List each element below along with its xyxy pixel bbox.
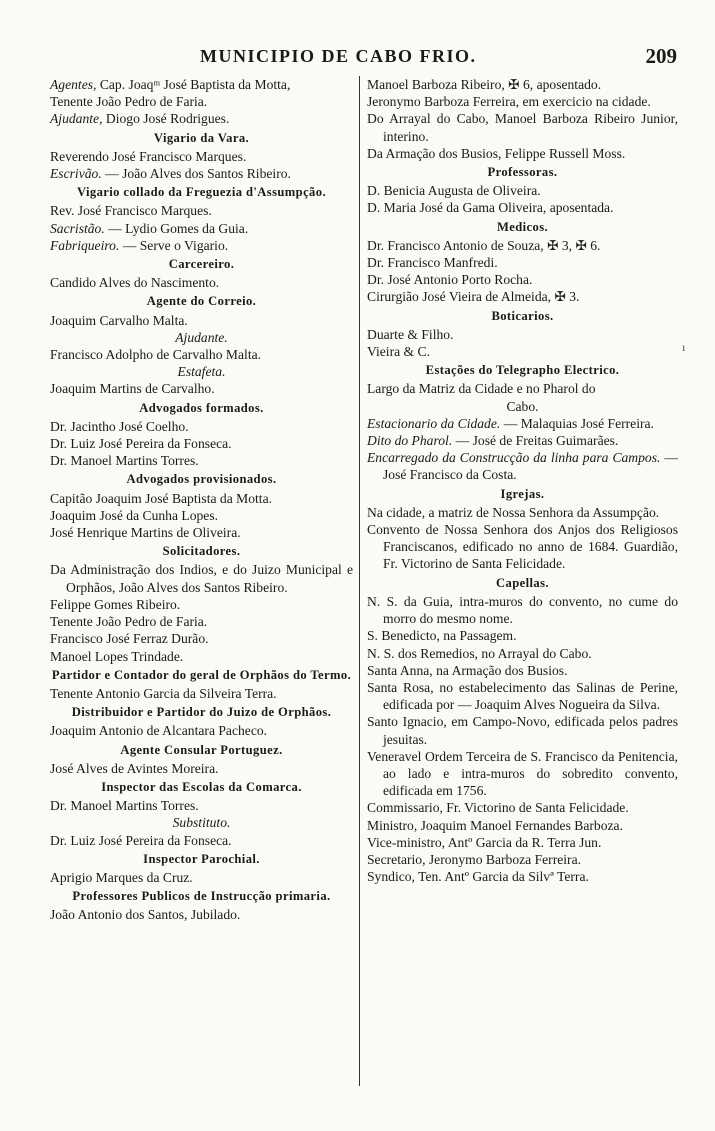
entry-text: Capitão Joaquim José Baptista da Motta. — [50, 490, 273, 506]
entry-text: Santa Rosa, no estabelecimento das Salinas de Perine, edificada por — Joaquim Alves Nogueira da Silva. — [367, 679, 678, 713]
entry-text: Dr. José Antonio Porto Rocha. — [367, 272, 533, 288]
section-heading: Estações do Telegrapho Electrico. — [425, 363, 620, 378]
section-heading: Capellas. — [496, 575, 549, 590]
entry-role-label: Estacionario da Cidade. — [367, 415, 501, 431]
entry-text: Jeronymo Barboza Ferreira, em exercicio na cidade. — [367, 94, 651, 110]
section-heading: Carcereiro. — [168, 257, 235, 272]
entry-text: Francisco José Ferraz Durão. — [50, 631, 209, 647]
entry-text: José Alves de Avintes Moreira. — [50, 760, 219, 776]
directory-entry — [367, 679, 678, 713]
directory-entry — [50, 490, 353, 507]
directory-entry — [50, 760, 353, 777]
entry-role-label: Encarregado da Construcção da linha para Campos. — [367, 450, 661, 466]
entry-text: Cap. Joaqᵐ José Baptista da Motta, — [96, 77, 291, 92]
entry-text: Tenente João Pedro de Faria. — [50, 614, 208, 630]
entry-text: Syndico, Ten. Antº Garcia da Silvª Terra. — [367, 869, 589, 885]
directory-entry — [50, 380, 353, 397]
directory-entry — [367, 182, 678, 199]
entry-text: Largo da Matriz da Cidade e no Pharol do — [367, 381, 596, 397]
directory-entry — [367, 326, 678, 343]
directory-entry — [367, 449, 678, 483]
directory-entry — [50, 906, 353, 923]
entry-text: Rev. José Francisco Marques. — [50, 203, 212, 219]
section-heading: Partidor e Contador do geral de Orphãos do Termo. — [51, 667, 352, 682]
entry-text: Dr. Luiz José Pereira da Fonseca. — [50, 832, 232, 848]
directory-entry — [367, 432, 678, 449]
role-subheading: Ajudante. — [175, 329, 228, 345]
entry-role-label: Agentes, — [50, 77, 97, 92]
directory-entry — [367, 593, 678, 627]
entry-text: Duarte & Filho. — [367, 326, 454, 342]
entry-text: — Malaquias José Ferreira. — [500, 415, 654, 431]
directory-entry — [50, 648, 353, 665]
entry-text: Dr. Jacintho José Coelho. — [50, 418, 189, 434]
directory-entry — [50, 561, 353, 595]
section-heading: Distribuidor e Partidor do Juizo de Orphãos. — [71, 705, 332, 720]
directory-entry — [50, 220, 353, 237]
entry-text: Ministro, Joaquim Manoel Fernandes Barboza. — [367, 817, 623, 833]
entry-text: João Antonio dos Santos, Jubilado. — [50, 907, 241, 923]
entry-text: Manoel Barboza Ribeiro, ✠ 6, aposentado. — [367, 77, 602, 92]
role-subheading: Substituto. — [172, 815, 231, 831]
section-heading: Vigario da Vara. — [153, 130, 250, 145]
directory-entry — [50, 596, 353, 613]
entry-text: Francisco Adolpho de Carvalho Malta. — [50, 347, 262, 363]
directory-entry — [50, 452, 353, 469]
directory-entry — [50, 797, 353, 814]
directory-entry — [367, 199, 678, 216]
directory-entry — [50, 418, 353, 435]
entry-role-label: Ajudante, — [50, 111, 103, 127]
section-heading: Vigario collado da Freguezia d'Assumpção. — [76, 185, 327, 200]
directory-entry — [367, 504, 678, 521]
entry-role-label: Fabriqueiro. — [50, 237, 120, 253]
directory-entry — [367, 748, 678, 800]
entry-text: Felippe Gomes Ribeiro. — [50, 596, 181, 612]
entry-text: N. S. dos Remedios, no Arrayal do Cabo. — [367, 645, 592, 661]
entry-text: N. S. da Guia, intra-muros do convento, no cume do morro do mesmo nome. — [367, 593, 678, 627]
directory-entry — [367, 645, 678, 662]
entry-text: Dr. Manoel Martins Torres. — [50, 453, 199, 469]
entry-text: Joaquim José da Cunha Lopes. — [50, 507, 219, 523]
entry-text: Santa Anna, na Armação dos Busios. — [367, 662, 568, 678]
column-divider — [359, 76, 360, 1086]
entry-text: S. Benedicto, na Passagem. — [367, 628, 517, 644]
entry-text: Da Armação dos Busios, Felippe Russell Moss. — [367, 145, 626, 161]
entry-text: Cirurgião José Vieira de Almeida, ✠ 3. — [367, 289, 580, 305]
directory-entry — [50, 613, 353, 630]
entry-text: Tenente João Pedro de Faria. — [50, 94, 208, 110]
entry-text: José Henrique Martins de Oliveira. — [50, 525, 241, 541]
directory-entry — [367, 662, 678, 679]
directory-entry — [50, 110, 353, 127]
directory-entry — [50, 274, 353, 291]
directory-entry — [50, 869, 353, 886]
section-heading: Igrejas. — [500, 486, 545, 501]
directory-entry — [50, 507, 353, 524]
page-header — [0, 46, 715, 72]
directory-entry — [50, 237, 353, 254]
entry-text: Diogo José Rodrigues. — [102, 111, 230, 127]
directory-entry — [367, 237, 678, 254]
page-title: MUNICIPIO DE CABO FRIO. — [200, 46, 477, 66]
directory-entry — [50, 346, 353, 363]
directory-entry — [367, 817, 678, 834]
entry-text: — Lydio Gomes da Guia. — [104, 220, 249, 236]
entry-role-label: Dito do Pharol. — [367, 433, 453, 449]
directory-entry — [367, 380, 678, 397]
entry-text: Dr. Francisco Antonio de Souza, ✠ 3, ✠ 6. — [367, 237, 601, 253]
directory-entry — [367, 343, 678, 360]
entry-text: — João Alves dos Santos Ribeiro. — [101, 166, 291, 182]
directory-entry — [367, 271, 678, 288]
section-heading: Agente Consular Portuguez. — [120, 742, 283, 757]
page-number: 209 — [645, 44, 677, 68]
entry-text: Do Arrayal do Cabo, Manoel Barboza Ribeiro Junior, interino. — [367, 111, 678, 144]
entry-text: — José Francisco da Costa. — [383, 450, 678, 483]
entry-text: — José de Freitas Guimarães. — [452, 433, 619, 449]
section-heading: Boticarios. — [491, 308, 554, 323]
directory-entry — [50, 148, 353, 165]
entry-text: Convento de Nossa Senhora dos Anjos dos Religiosos Franciscanos, edificado no anno de 1684. Guardião, Fr. Victorino de Santa Felicidade. — [367, 522, 678, 572]
section-heading: Professores Publicos de Instrucção primaria. — [72, 889, 331, 904]
entry-text: Reverendo José Francisco Marques. — [50, 148, 247, 164]
directory-entry — [50, 722, 353, 739]
entry-text: Candido Alves do Nascimento. — [50, 275, 220, 291]
entry-role-label: Sacristão. — [50, 220, 105, 236]
entry-text: Santo Ignacio, em Campo-Novo, edificada pelos padres jesuitas. — [367, 714, 678, 747]
entry-text: Joaquim Martins de Carvalho. — [50, 381, 215, 397]
entry-text: Da Administração dos Indios, e do Juizo Municipal e Orphãos, João Alves dos Santos Ribeiro. — [50, 562, 353, 595]
directory-entry — [50, 832, 353, 849]
entry-text: D. Maria José da Gama Oliveira, aposentada. — [367, 200, 614, 216]
directory-entry — [367, 93, 678, 110]
section-heading: Agente do Correio. — [146, 294, 257, 309]
entry-text: Secretario, Jeronymo Barboza Ferreira. — [367, 851, 582, 867]
directory-entry — [367, 110, 678, 144]
entry-text: Joaquim Antonio de Alcantara Pacheco. — [50, 723, 268, 739]
directory-entry — [367, 851, 678, 868]
section-heading: Advogados formados. — [139, 400, 264, 415]
section-heading: Advogados provisionados. — [126, 472, 277, 487]
section-heading: Professoras. — [487, 165, 558, 180]
entry-text: — Serve o Vigario. — [119, 237, 229, 253]
right-column — [367, 76, 678, 885]
directory-entry — [367, 868, 678, 885]
directory-entry — [367, 834, 678, 851]
section-heading: Inspector Parochial. — [143, 851, 260, 866]
directory-entry — [367, 713, 678, 747]
directory-entry — [367, 521, 678, 573]
directory-entry — [50, 76, 353, 93]
directory-entry — [367, 145, 678, 162]
entry-continuation: Cabo. — [506, 398, 539, 414]
margin-mark: ı — [682, 340, 686, 354]
entry-text: Na cidade, a matriz de Nossa Senhora da Assumpção. — [367, 504, 660, 520]
entry-text: Joaquim Carvalho Malta. — [50, 312, 188, 328]
directory-entry — [367, 627, 678, 644]
directory-entry — [50, 630, 353, 647]
entry-text: Dr. Luiz José Pereira da Fonseca. — [50, 436, 232, 452]
role-subheading: Estafeta. — [177, 364, 226, 380]
section-heading: Solicitadores. — [162, 544, 241, 559]
left-column — [50, 76, 353, 924]
entry-text: Veneravel Ordem Terceira de S. Francisco da Penitencia, ao lado e intra-muros do sobredito convento, edificada em 1756. — [367, 748, 678, 799]
entry-text: Commissario, Fr. Victorino de Santa Felicidade. — [367, 800, 629, 816]
entry-text: Vieira & C. — [367, 344, 430, 360]
entry-text: Tenente Antonio Garcia da Silveira Terra. — [50, 685, 277, 701]
directory-entry — [367, 288, 678, 305]
entry-text: Dr. Manoel Martins Torres. — [50, 798, 199, 814]
directory-entry — [50, 524, 353, 541]
entry-text: Dr. Francisco Manfredi. — [367, 255, 498, 271]
section-heading: Medicos. — [496, 219, 549, 234]
entry-role-label: Escrivão. — [50, 166, 102, 182]
directory-entry — [50, 93, 353, 110]
directory-entry — [50, 165, 353, 182]
entry-text: Manoel Lopes Trindade. — [50, 648, 184, 664]
directory-entry — [50, 312, 353, 329]
section-heading: Inspector das Escolas da Comarca. — [101, 779, 302, 794]
entry-text: Vice-ministro, Antº Garcia da R. Terra Jun. — [367, 834, 602, 850]
directory-entry — [367, 76, 678, 93]
directory-entry — [367, 415, 678, 432]
entry-text: Aprigio Marques da Cruz. — [50, 869, 193, 885]
directory-entry — [367, 254, 678, 271]
directory-entry — [50, 685, 353, 702]
directory-entry — [50, 202, 353, 219]
directory-entry — [50, 435, 353, 452]
entry-text: D. Benicia Augusta de Oliveira. — [367, 183, 541, 199]
directory-entry — [367, 799, 678, 816]
